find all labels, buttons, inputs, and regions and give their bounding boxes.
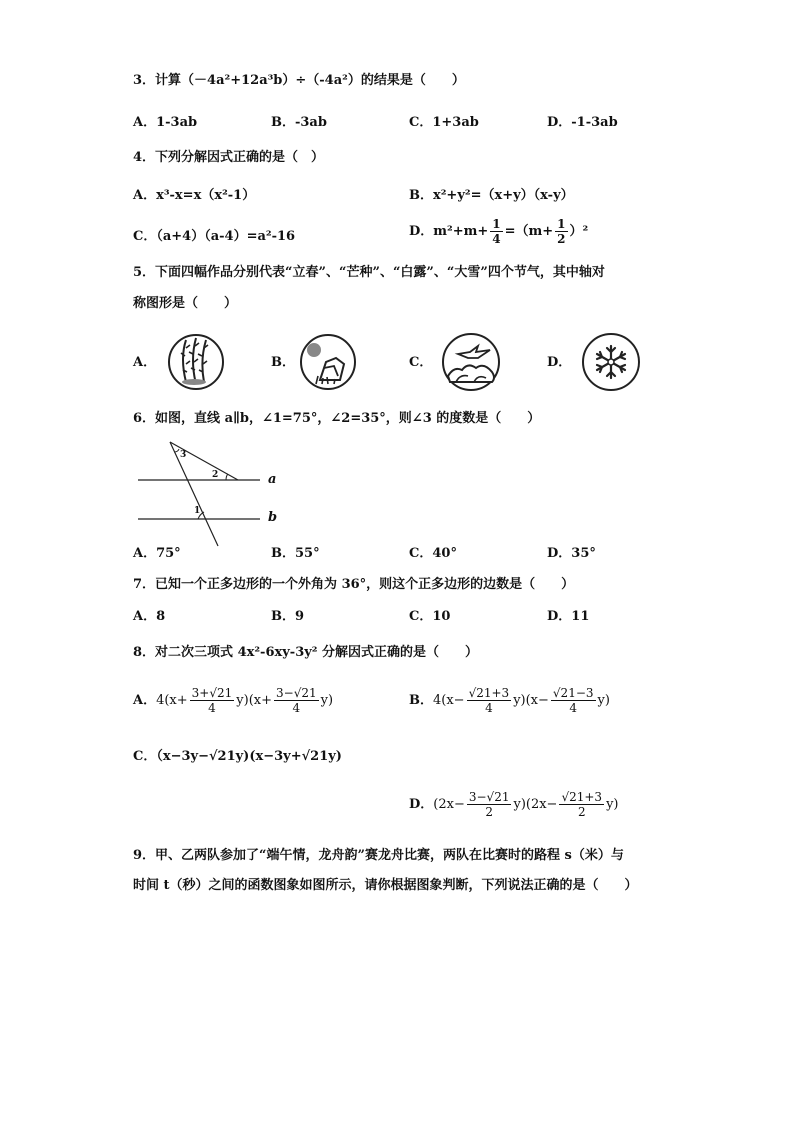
numerator: √21−3 bbox=[552, 686, 594, 700]
denominator: 4 bbox=[292, 701, 301, 715]
fraction bbox=[190, 686, 235, 715]
expr-part: y) bbox=[320, 693, 334, 708]
q4-d-suffix: ）² bbox=[569, 224, 589, 239]
numerator: √21+3 bbox=[468, 686, 510, 700]
q4-option-a: A．x³-x=x（x²-1） bbox=[133, 188, 256, 203]
q3-option-c: C．1+3ab bbox=[409, 115, 479, 130]
q4-d-fraction-2 bbox=[555, 217, 567, 246]
expr-part: y) bbox=[597, 693, 610, 708]
q4-option-b: B．x²+y²=（x+y）（x-y） bbox=[409, 188, 574, 203]
q8-option-a bbox=[133, 686, 333, 715]
q7-option-d: D．11 bbox=[547, 609, 590, 624]
fraction bbox=[274, 686, 319, 715]
expr-part: y)(x+ bbox=[236, 693, 272, 708]
q8-option-c: C．（x−3y−√21y)(x−3y+√21y) bbox=[133, 749, 342, 764]
q6-option-a: A．75° bbox=[133, 546, 181, 561]
q8-stem: 8．对二次三项式 4x²-6xy-3y² 分解因式正确的是（ ） bbox=[133, 645, 479, 660]
q9-stem-line1: 9．甲、乙两队参加了“端午情，龙舟韵”赛龙舟比赛，两队在比赛时的路程 s（米）与 bbox=[133, 848, 624, 863]
q4-option-c: C．（a+4）（a-4）=a²-16 bbox=[133, 229, 296, 244]
q8-option-d bbox=[409, 790, 618, 819]
q4-d-prefix: D．m²+m+ bbox=[409, 224, 489, 239]
numerator: 3−√21 bbox=[468, 790, 510, 804]
q5-stem-line1: 5．下面四幅作品分别代表“立春”、“芒种”、“白露”、“大雪”四个节气，其中轴对 bbox=[133, 265, 605, 280]
q7-option-b: B．9 bbox=[271, 609, 305, 624]
denominator: 4 bbox=[208, 701, 216, 715]
q4-d-fraction-1 bbox=[490, 217, 502, 246]
expr-part: y) bbox=[606, 797, 619, 812]
numerator: 3+√21 bbox=[191, 686, 233, 700]
q5-option-c-label: C． bbox=[409, 355, 433, 370]
numerator: 3−√21 bbox=[276, 686, 317, 700]
expr-part: y)(2x− bbox=[513, 797, 558, 812]
grain-in-ear-icon bbox=[298, 332, 358, 392]
q5-option-d-label: D． bbox=[547, 355, 572, 370]
q6-option-c: C．40° bbox=[409, 546, 457, 561]
fraction bbox=[551, 686, 596, 715]
fraction bbox=[559, 790, 604, 819]
fraction bbox=[467, 790, 512, 819]
q4-option-d bbox=[409, 217, 588, 246]
q6-option-d: D．35° bbox=[547, 546, 596, 561]
q3-option-b: B．-3ab bbox=[271, 115, 327, 130]
spring-willow-icon bbox=[166, 332, 226, 392]
q3-option-a: A．1-3ab bbox=[133, 115, 198, 130]
denominator: 2 bbox=[485, 805, 493, 819]
q4-d-middle: =（m+ bbox=[504, 224, 554, 239]
denominator: 4 bbox=[569, 701, 578, 715]
q3-option-d: D．-1-3ab bbox=[547, 115, 618, 130]
q4-stem: 4．下列分解因式正确的是（ ） bbox=[133, 150, 325, 165]
numerator: 1 bbox=[492, 217, 501, 231]
line-a-label: a bbox=[268, 472, 277, 487]
expr-part: 4(x+ bbox=[156, 693, 188, 708]
denominator: 4 bbox=[492, 232, 501, 246]
option-letter: D． bbox=[409, 797, 434, 812]
numerator: 1 bbox=[557, 217, 566, 231]
denominator: 2 bbox=[557, 232, 566, 246]
q9-stem-line2: 时间 t（秒）之间的函数图象如图所示，请你根据图象判断，下列说法正确的是（ ） bbox=[133, 878, 638, 893]
expr-part: y)(x− bbox=[513, 693, 549, 708]
q5-option-b-label: B． bbox=[271, 355, 295, 370]
option-letter: B． bbox=[409, 693, 433, 708]
q8-option-b bbox=[409, 686, 610, 715]
expr-part: 4(x− bbox=[433, 693, 465, 708]
white-dew-bird-icon bbox=[440, 332, 502, 392]
expr-part: (2x− bbox=[433, 797, 465, 812]
numerator: √21+3 bbox=[561, 790, 603, 804]
q6-option-b: B．55° bbox=[271, 546, 320, 561]
q7-option-c: C．10 bbox=[409, 609, 451, 624]
q5-stem-line2: 称图形是（ ） bbox=[133, 296, 238, 311]
q6-stem: 6．如图，直线 a∥b，∠1=75°，∠2=35°，则∠3 的度数是（ ） bbox=[133, 411, 541, 426]
q3-stem: 3．计算（－4a²+12a³b）÷（-4a²）的结果是（ ） bbox=[133, 73, 465, 88]
angle-3-label: 3 bbox=[180, 450, 187, 460]
q7-stem: 7．已知一个正多边形的一个外角为 36°，则这个正多边形的边数是（ ） bbox=[133, 577, 575, 592]
option-letter: A． bbox=[133, 693, 157, 708]
q7-option-a: A．8 bbox=[133, 609, 166, 624]
fraction bbox=[467, 686, 512, 715]
q5-option-a-label: A． bbox=[133, 355, 157, 370]
line-b-label: b bbox=[268, 510, 278, 525]
angle-2-label: 2 bbox=[212, 470, 219, 480]
parallel-lines-figure bbox=[134, 440, 284, 548]
denominator: 4 bbox=[485, 701, 493, 715]
denominator: 2 bbox=[577, 805, 586, 819]
angle-1-label: 1 bbox=[194, 506, 201, 516]
snowflake-icon bbox=[580, 332, 642, 392]
